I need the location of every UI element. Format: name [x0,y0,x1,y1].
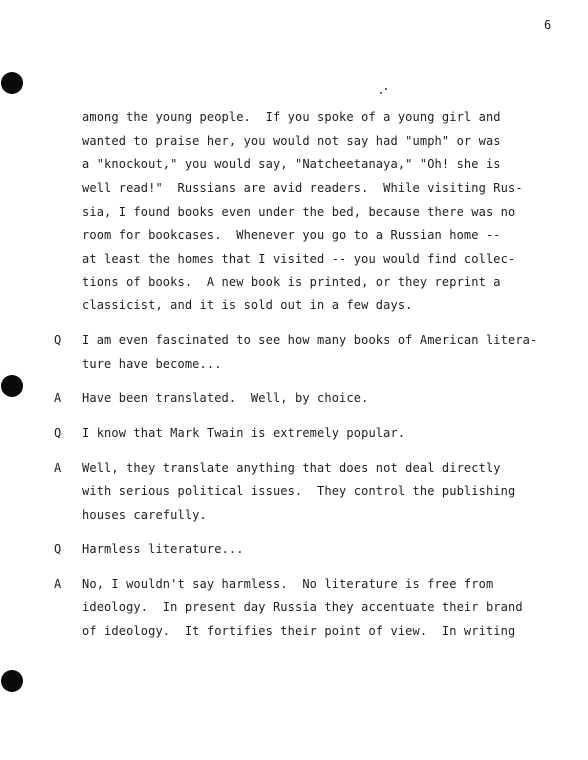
scan-speck [380,92,382,94]
exchange-line: Well, they translate anything that does not deal directly [82,461,501,475]
speaker-label: A [54,577,62,591]
paragraph-line: at least the homes that I visited -- you would find collec- [82,252,516,266]
exchange-line: Have been translated. Well, by choice. [82,391,369,405]
paragraph-line: room for bookcases. Whenever you go to a Russian home -- [82,228,501,242]
exchange-line: Harmless literature... [82,542,244,556]
speaker-label: A [54,391,62,405]
punch-hole-top [1,72,23,94]
exchange-line: No, I wouldn't say harmless. No literature is free from [82,577,494,591]
exchange-line: ideology. In present day Russia they accentuate their brand [82,600,523,614]
paragraph-line: tions of books. A new book is printed, or they reprint a [82,275,501,289]
exchange-line: with serious political issues. They control the publishing [82,484,516,498]
paragraph-line: sia, I found books even under the bed, because there was no [82,205,516,219]
exchange-line: I know that Mark Twain is extremely popular. [82,426,406,440]
exchange-line: ture have become... [82,357,222,371]
punch-hole-bottom [1,670,23,692]
speaker-label: A [54,461,62,475]
scan-speck [385,88,387,90]
speaker-label: Q [54,333,62,347]
paragraph-line: classicist, and it is sold out in a few days. [82,298,413,312]
exchange-line: houses carefully. [82,508,207,522]
paragraph-line: among the young people. If you spoke of a young girl and [82,110,501,124]
exchange-line: I am even fascinated to see how many books of American litera- [82,333,538,347]
exchange-line: of ideology. It fortifies their point of view. In writing [82,624,516,638]
paragraph-line: a "knockout," you would say, "Natcheetanaya," "Oh! she is [82,157,501,171]
page-number: 6 [544,18,552,32]
paragraph-line: well read!" Russians are avid readers. While visiting Rus- [82,181,523,195]
punch-hole-middle [1,375,23,397]
speaker-label: Q [54,542,62,556]
paragraph-line: wanted to praise her, you would not say had "umph" or was [82,134,501,148]
speaker-label: Q [54,426,62,440]
